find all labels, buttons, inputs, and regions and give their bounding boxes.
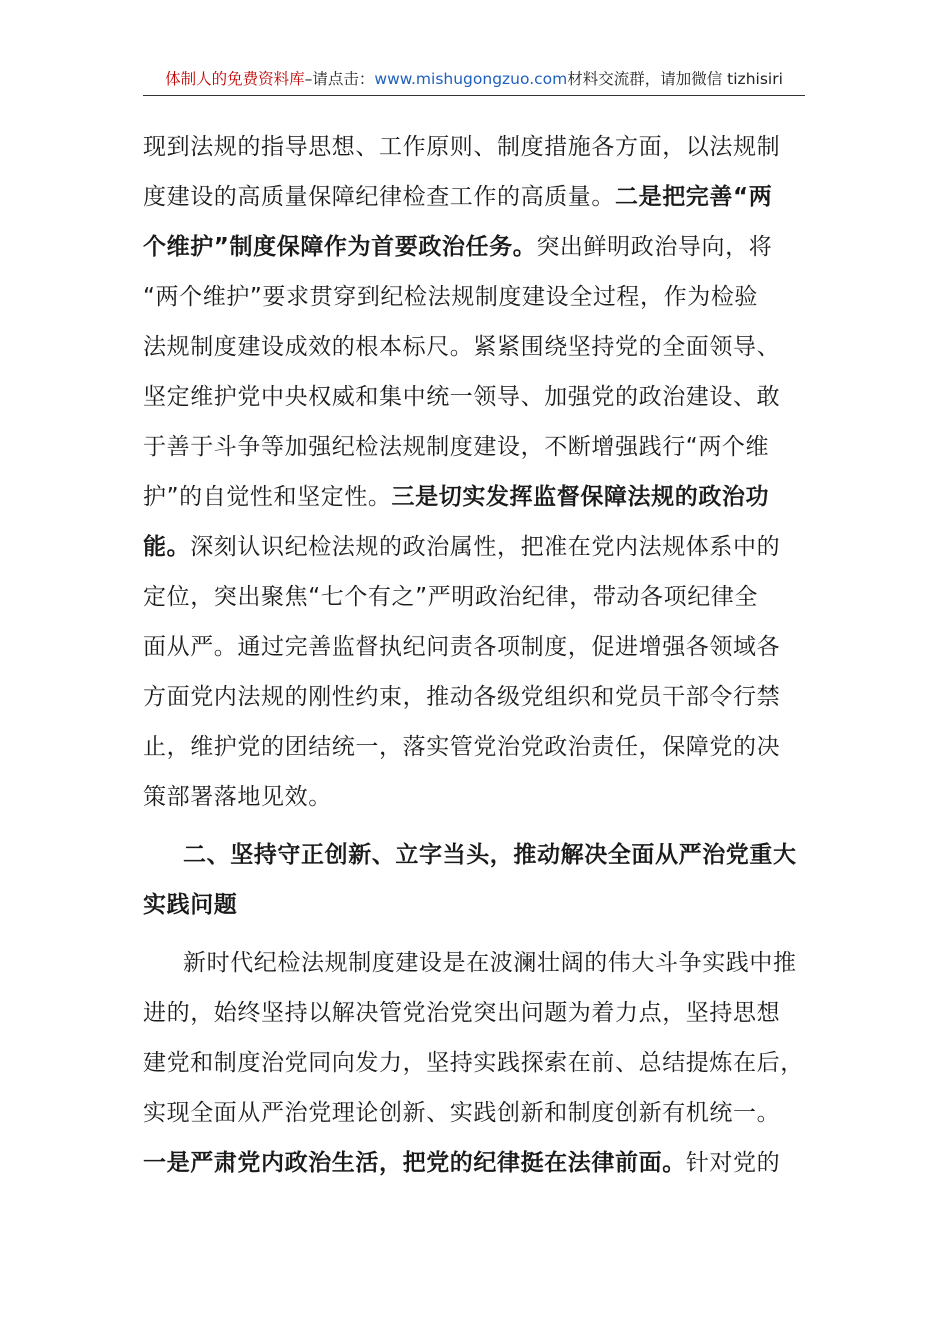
bold-text-run: 三是切实发挥监督保障法规的政治功 [391, 484, 770, 510]
text-line: “两个维护”要求贯穿到纪检法规制度建设全过程，作为检验 [143, 284, 759, 310]
text-line: 定位，突出聚焦“七个有之”严明政治纪律，带动各项纪律全 [143, 584, 759, 610]
bold-text-run: 二是把完善“两 [615, 184, 773, 210]
body-text [143, 122, 807, 1188]
spacer [143, 822, 807, 830]
heading-line: 实践问题 [143, 892, 238, 918]
text-run: 度建设的高质量保障纪律检查工作的高质量。 [143, 184, 615, 210]
spacer [143, 930, 807, 938]
page-header [143, 68, 805, 96]
text-line: 方面党内法规的刚性约束，推动各级党组织和党员干部令行禁 [143, 684, 781, 710]
text-run: 护”的自觉性和坚定性。 [143, 484, 392, 510]
header-click-prefix: –请点击： [304, 70, 375, 88]
text-line: 实现全面从严治党理论创新、实践创新和制度创新有机统一。 [143, 1100, 781, 1126]
text-line: 于善于斗争等加强纪检法规制度建设，不断增强践行“两个维 [143, 434, 770, 460]
text-line: 面从严。通过完善监督执纪问责各项制度，促进增强各领域各 [143, 634, 781, 660]
text-line [143, 522, 807, 572]
header-site-name: 体制人的免费资料库 [165, 70, 305, 88]
paragraph-1 [143, 122, 807, 822]
text-line [143, 222, 807, 272]
text-line: 建党和制度治党同向发力，坚持实践探索在前、总结提炼在后， [143, 1050, 804, 1076]
text-line: 止，维护党的团结统一，落实管党治党政治责任，保障党的决 [143, 734, 781, 760]
text-line: 进的，始终坚持以解决管党治党突出问题为着力点，坚持思想 [143, 1000, 781, 1026]
bold-text-run: 能。 [143, 534, 191, 560]
bold-text-run: 个维护”制度保障作为首要政治任务。 [143, 234, 537, 260]
text-run: 针对党的 [685, 1150, 781, 1176]
text-run: 深刻认识纪检法规的政治属性，把准在党内法规体系中的 [190, 534, 781, 560]
text-line [143, 472, 807, 522]
heading-line: 二、坚持守正创新、立字当头，推动解决全面从严治党重大 [183, 842, 797, 868]
paragraph-2 [143, 938, 807, 1188]
text-line [143, 172, 807, 222]
text-line: 新时代纪检法规制度建设是在波澜壮阔的伟大斗争实践中推 [183, 950, 797, 976]
bold-text-run: 一是严肃党内政治生活，把党的纪律挺在法律前面。 [143, 1150, 686, 1176]
text-line: 策部署落地见效。 [143, 784, 332, 810]
header-suffix: 材料交流群，请加微信 tizhisiri [567, 70, 783, 88]
text-line: 坚定维护党中央权威和集中统一领导、加强党的政治建设、敢 [143, 384, 781, 410]
header-url-link[interactable]: www.mishugongzuo.com [374, 70, 568, 88]
text-line: 现到法规的指导思想、工作原则、制度措施各方面，以法规制 [143, 134, 781, 160]
text-line [143, 1138, 807, 1188]
section-heading-2 [143, 830, 807, 930]
text-line: 法规制度建设成效的根本标尺。紧紧围绕坚持党的全面领导、 [143, 334, 781, 360]
text-run: 突出鲜明政治导向，将 [536, 234, 773, 260]
